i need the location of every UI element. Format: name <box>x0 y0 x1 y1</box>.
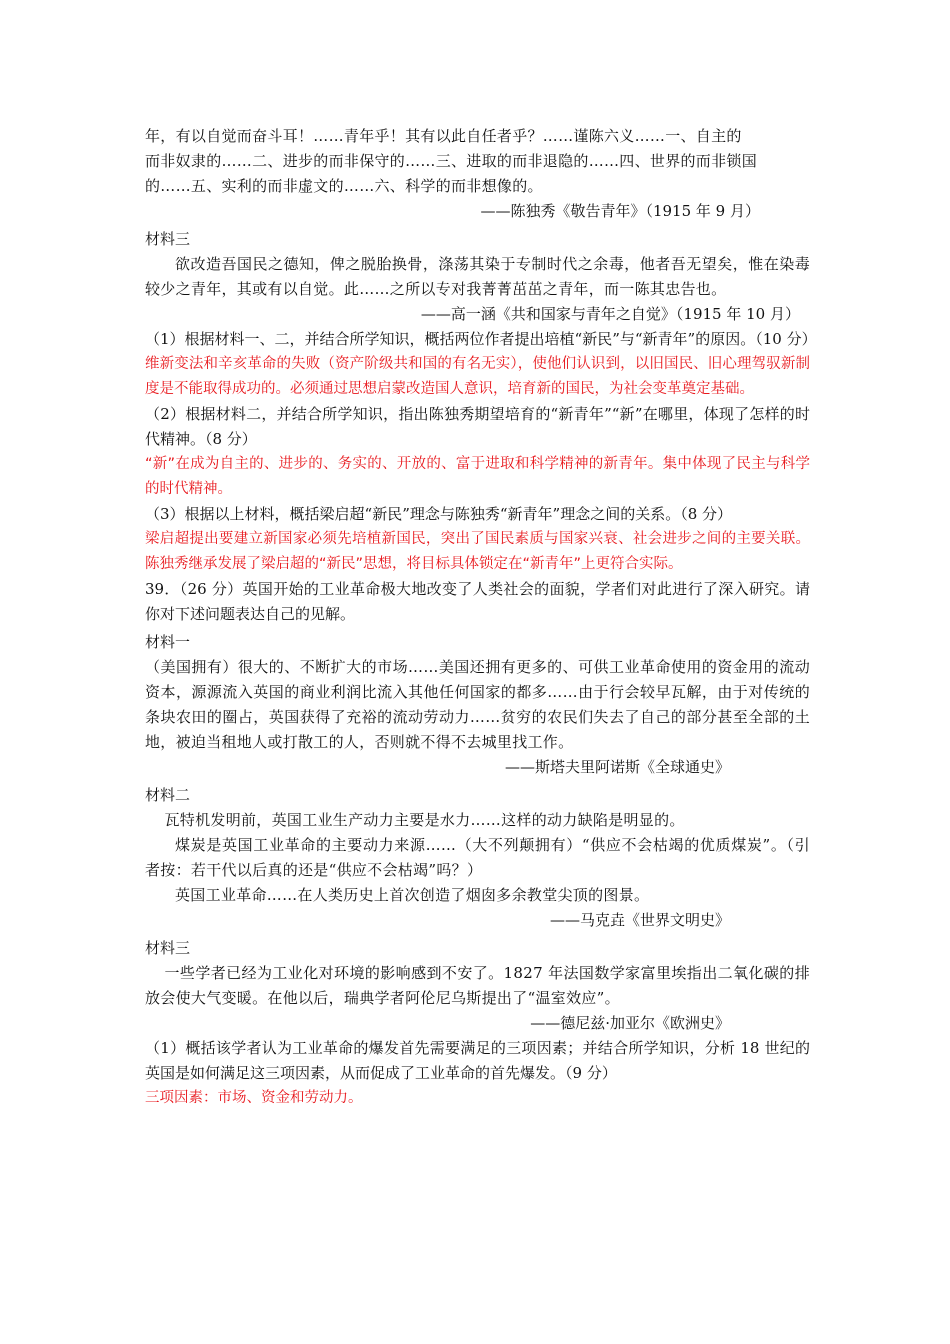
question-3: （3）根据以上材料，概括梁启超“新民”理念与陈独秀“新青年”理念之间的关系。（8 分） <box>145 505 733 523</box>
q39-material-1-label: 材料一 <box>145 633 191 651</box>
q39-material-2-label: 材料二 <box>145 786 191 804</box>
q39-material-2-source: ——马克垚《世界文明史》 <box>549 911 730 929</box>
q39-answer-1: 三项因素：市场、资金和劳动力。 <box>145 1090 363 1106</box>
answer-2: “新”在成为自主的、进步的、务实的、开放的、富于进取和科学精神的新青年。集中体现了民主与科学的时代精神。 <box>145 456 810 497</box>
q39-material-1-text: （美国拥有）很大的、不断扩大的市场……美国还拥有更多的、可供工业革命使用的资金用的流动资本，源源流入英国的商业利润比流入其他任何国家的都多……由于行会较早瓦解，由于对传统的条块农田的圈占，英国获得了充裕的流动劳动力……贫穷的农民们失去了自己的部分甚至全部的土地，被迫当租地人或打散工的人，否则就不得不去城里找工作。 <box>145 658 810 751</box>
q39-subquestion-1: （1）概括该学者认为工业革命的爆发首先需要满足的三项因素；并结合所学知识，分析 18 世纪的英国是如何满足这三项因素，从而促成了工业革命的首先爆发。（9 分） <box>145 1039 810 1082</box>
q39-material-2-para-3: 英国工业革命……在人类历史上首次创造了烟囱多余教堂尖顶的图景。 <box>175 886 650 904</box>
question-1: （1）根据材料一、二，并结合所学知识，概括两位作者提出培植“新民”与“新青年”的原因。（10 分） <box>145 330 817 348</box>
passage-line: 而非奴隶的……二、进步的而非保守的……三、进取的而非退隐的……四、世界的而非锁国 <box>145 152 758 170</box>
question-2: （2）根据材料二，并结合所学知识，指出陈独秀期望培育的“新青年”“新”在哪里，体现了怎样的时代精神。（8 分） <box>145 405 810 448</box>
document-body <box>145 124 817 1111</box>
q39-material-3-source: ——德尼兹·加亚尔《欧洲史》 <box>530 1014 730 1032</box>
material-3-text: 欲改造吾国民之德知，俾之脱胎换骨，涤荡其染于专制时代之余毒，他者吾无望矣，惟在染毒较少之青年，其或有以自觉。此……之所以专对我菁菁茁茁之青年，而一陈其忠告也。 <box>145 255 810 298</box>
material-3-source: ——高一涵《共和国家与青年之自觉》（1915 年 10 月） <box>420 305 800 323</box>
q39-material-3-text: 一些学者已经为工业化对环境的影响感到不安了。1827 年法国数学家富里埃指出二氧化碳的排放会使大气变暖。在他以后，瑞典学者阿伦尼乌斯提出了“温室效应”。 <box>145 964 810 1007</box>
answer-3: 梁启超提出要建立新国家必须先培植新国民，突出了国民素质与国家兴衰、社会进步之间的主要关联。陈独秀继承发展了梁启超的“新民”思想，将目标具体锁定在“新青年”上更符合实际。 <box>145 531 810 572</box>
q39-material-1-source: ——斯塔夫里阿诺斯《全球通史》 <box>504 758 730 776</box>
passage-line: 的……五、实利的而非虚文的……六、科学的而非想像的。 <box>145 177 543 195</box>
passage-source: ——陈独秀《敬告青年》（1915 年 9 月） <box>480 202 760 220</box>
passage-line: 年，有以自觉而奋斗耳！……青年乎！其有以此自任者乎？……谨陈六义……一、自主的 <box>145 127 742 145</box>
question-39-intro: 39．（26 分）英国开始的工业革命极大地改变了人类社会的面貌，学者们对此进行了深入研究。请你对下述问题表达自己的见解。 <box>145 580 810 623</box>
q39-material-2-para-1: 瓦特机发明前，英国工业生产动力主要是水力……这样的动力缺陷是明显的。 <box>164 811 685 829</box>
q39-material-2-para-2: 煤炭是英国工业革命的主要动力来源……（大不列颠拥有）“供应不会枯竭的优质煤炭”。（引者按：若干代以后真的还是“供应不会枯竭”吗？） <box>145 836 810 879</box>
answer-1: 维新变法和辛亥革命的失败（资产阶级共和国的有名无实），使他们认识到，以旧国民、旧心理驾驭新制度是不能取得成功的。必须通过思想启蒙改造国人意识，培育新的国民，为社会变革奠定基础。 <box>145 356 810 397</box>
material-3-label: 材料三 <box>145 230 191 248</box>
q39-material-3-label: 材料三 <box>145 939 191 957</box>
